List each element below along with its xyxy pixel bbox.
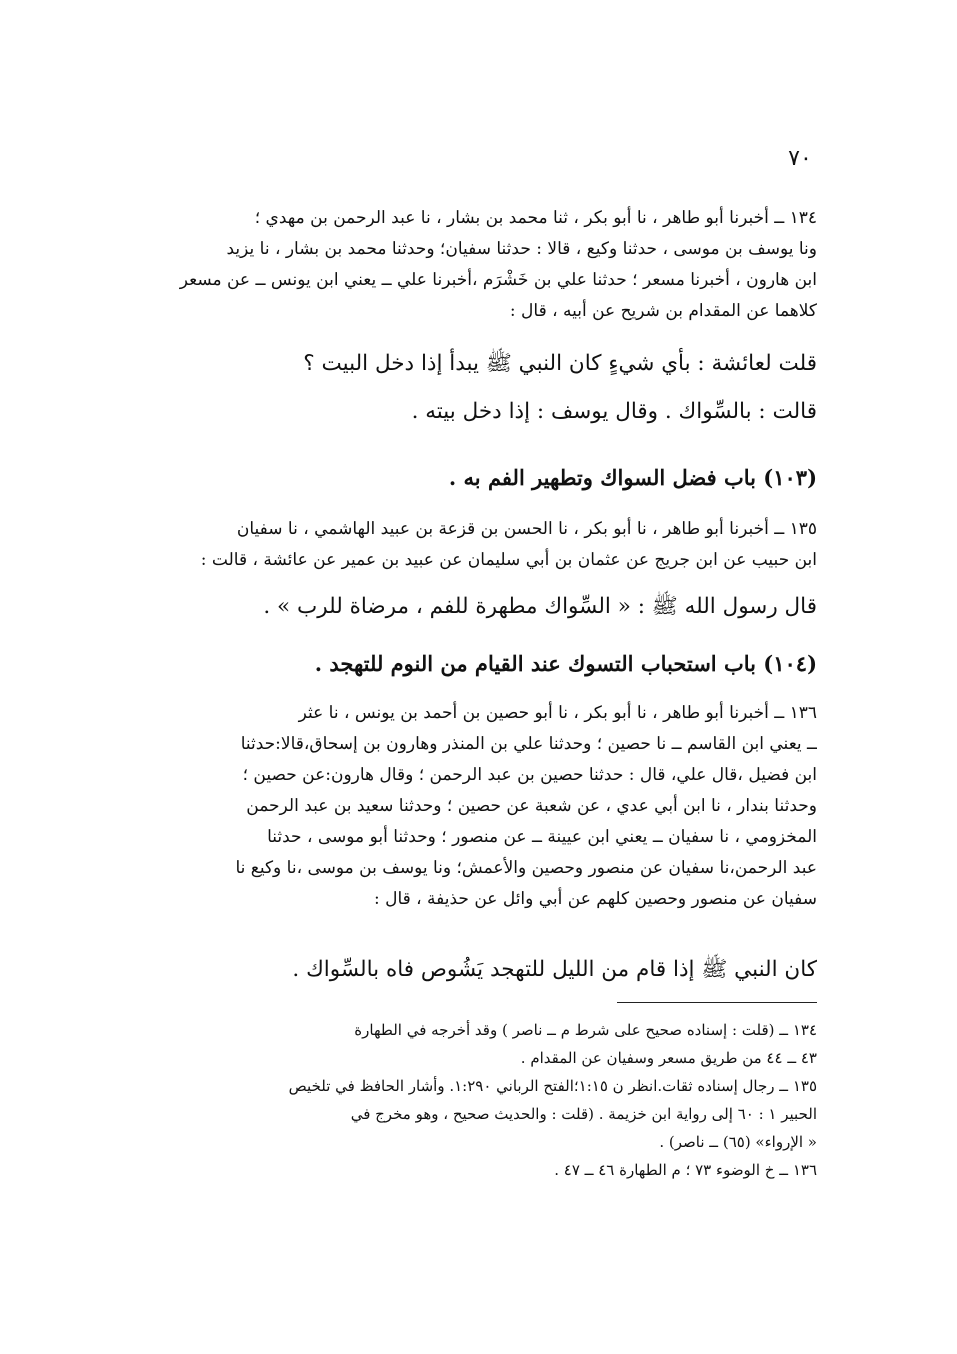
isnad-line: ابن حبيب عن ابن جريج عن عثمان بن أبي سليمان عن عبيد بن عمير عن عائشة ، قالت : — [200, 550, 817, 570]
isnad-line: ــ يعني ابن القاسم ــ نا حصين ؛ وحدثنا علي بن المنذر وهارون بن إسحاق،قالا:حدثنا — [240, 734, 817, 754]
hadith-134-isnad — [145, 203, 817, 327]
footnotes — [145, 1016, 817, 1184]
hadith-135-isnad — [145, 514, 817, 576]
isnad-line: ونا يوسف بن موسى ، حدثنا وكيع ، قالا : حدثنا سفيان؛ وحدثنا محمد بن بشار ، نا يزيد — [226, 239, 817, 259]
footnote-line: « الإرواء» (٦٥) ــ ناصر) . — [659, 1133, 817, 1151]
isnad-line: وحدثنا بندار ، نا ابن أبي عدي ، عن شعبة عن حصين ؛ وحدثنا سعيد بن عبد الرحمن — [246, 796, 817, 816]
hadith-136-matn — [145, 946, 817, 994]
matn-line: قال رسول الله ﷺ : « السِّواك مطهرة للفم ، مرضاة للرب » . — [263, 594, 817, 619]
isnad-line: عبد الرحمن،نا سفيان عن منصور وحصين والأعمش؛ ونا يوسف بن موسى ،نا وكيع نا — [235, 858, 817, 878]
footnote-line: الحبير ١ : ٦٠ إلى رواية ابن خزيمة . (قلت : والحديث صحيح ، وهو مخرج في — [350, 1105, 817, 1123]
chapter-heading-103: (١٠٣) باب فضل السواك وتطهير الفم به . — [448, 465, 817, 490]
matn-line: قلت لعائشة : بأي شيءٍ كان النبي ﷺ يبدأ إذا دخل البيت ؟ — [303, 351, 817, 376]
hadith-135-matn — [145, 583, 817, 631]
isnad-line: المخزومي ، نا سفيان ــ يعني ابن عيينة ــ عن منصور ؛ وحدثنا أبو موسى ، حدثنا — [267, 827, 817, 847]
isnad-line: كلاهما عن المقدام بن شريح عن أبيه ، قال : — [509, 301, 817, 321]
footnote-line: ١٣٤ ــ (قلت : إسناده صحيح على شرط م ــ ناصر ) وقد أخرجه في الطهارة — [354, 1021, 817, 1039]
footnote-divider — [617, 1002, 817, 1003]
footnote-line: ١٣٥ ــ رجال إسناده ثقات.انظر ن ١:١٥؛الفتح الرباني ١:٢٩٠. وأشار الحافظ في تلخيص — [288, 1077, 817, 1095]
page-number: ٧٠ — [788, 146, 812, 171]
chapter-heading-104: (١٠٤) باب استحباب التسوك عند القيام من النوم للتهجد . — [314, 651, 817, 676]
isnad-line: ١٣٥ ــ أخبرنا أبو طاهر ، نا أبو بكر ، نا الحسن بن قزعة بن عبيد الهاشمي ، نا سفيان — [236, 519, 817, 539]
isnad-line: سفيان عن منصور وحصين كلهم عن أبي وائل عن حذيفة ، قال : — [373, 889, 817, 909]
matn-line: قالت : بالسِّواك . وقال يوسف : إذا دخل بيته . — [411, 399, 817, 424]
isnad-line: ١٣٤ ــ أخبرنا أبو طاهر ، نا أبو بكر ، ثنا محمد بن بشار ، نا عبد الرحمن بن مهدي ؛ — [254, 208, 817, 228]
isnad-line: ١٣٦ ــ أخبرنا أبو طاهر ، نا أبو بكر ، نا أبو حصين بن أحمد بن يونس ، نا عثر — [298, 703, 817, 723]
isnad-line: ابن هارون ، أخبرنا مسعر ؛ حدثنا علي بن خَشْرَم ،أخبرنا علي ــ يعني ابن يونس ــ عن مسعر — [179, 270, 817, 290]
hadith-136-isnad — [145, 698, 817, 915]
footnote-line: ٤٣ ــ ٤٤ من طريق مسعر وسفيان عن المقدام . — [520, 1049, 817, 1067]
footnote-line: ١٣٦ ــ خ الوضوء ٧٣ ؛ م الطهارة ٤٦ ــ ٤٧ . — [554, 1161, 817, 1179]
isnad-line: ابن فضيل ،قال علي، قال : حدثنا حصين بن عبد الرحمن ؛ وقال هارون:عن حصين ؛ — [242, 765, 817, 785]
hadith-134-matn — [145, 340, 817, 436]
matn-line: كان النبي ﷺ إذا قام من الليل للتهجد يَشُوص فاه بالسِّواك . — [292, 957, 817, 982]
